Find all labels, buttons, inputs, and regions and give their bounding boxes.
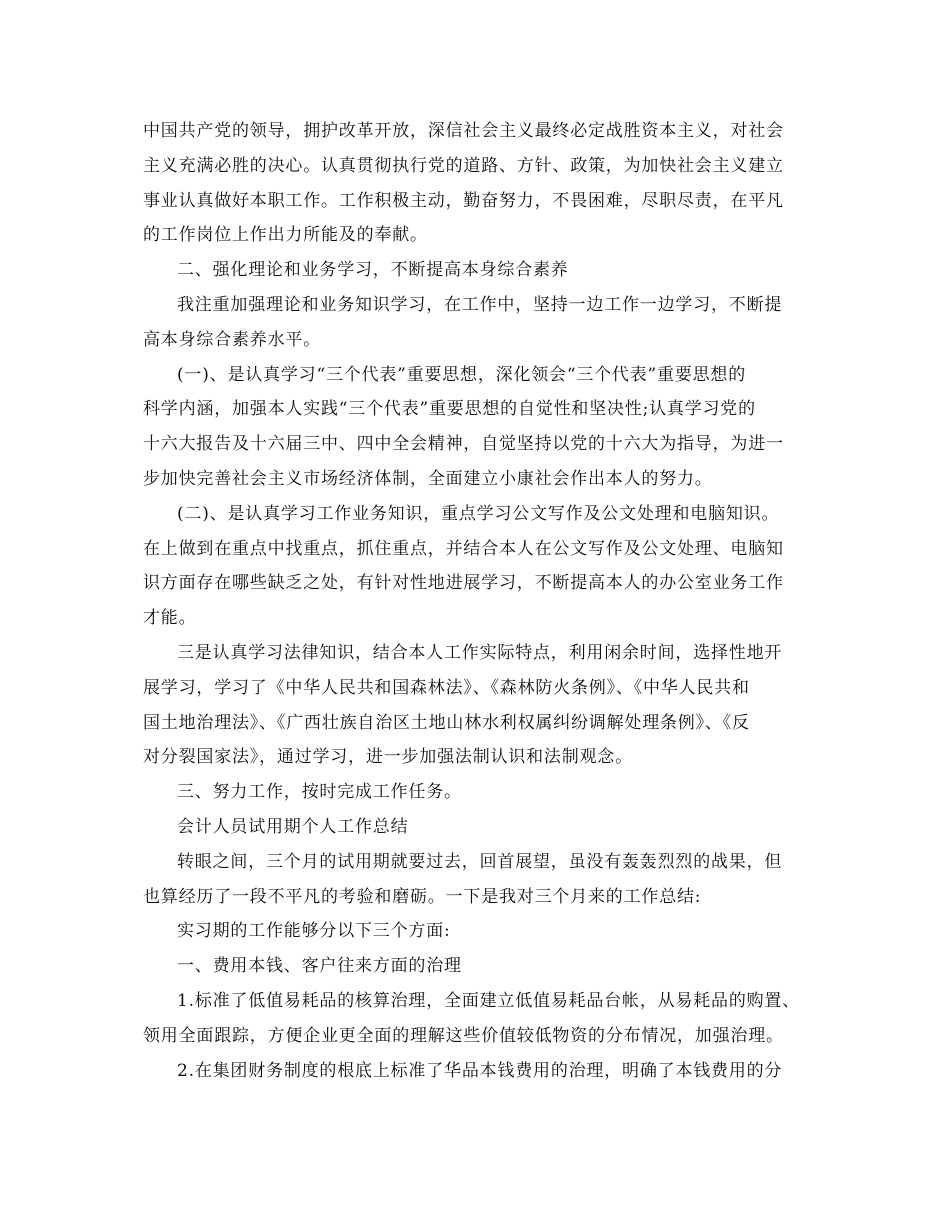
text-line: 才能。 (143, 608, 197, 629)
text-line: (一)、是认真学习“三个代表”重要思想，深化领会“三个代表”重要思想的 (177, 364, 747, 385)
text-line: 的工作岗位上作出力所能及的奉献。 (143, 225, 428, 246)
text-line: 一、费用本钱、客户往来方面的治理 (177, 956, 462, 977)
text-line: 对分裂国家法》，通过学习，进一步加强法制认识和法制观念。 (143, 747, 633, 768)
text-line: 国土地治理法》、《广西壮族自治区土地山林水利权属纠纷调解处理条例》、《反 (143, 712, 750, 733)
text-line: 事业认真做好本职工作。工作积极主动，勤奋努力，不畏困难，尽职尽责，在平凡 (143, 190, 784, 211)
text-line: 三、努力工作，按时完成工作任务。 (177, 782, 462, 803)
text-line: 识方面存在哪些缺乏之处，有针对性地进展学习，不断提高本人的办公室业务工作 (143, 573, 784, 594)
text-line: 领用全面跟踪，方便企业更全面的理解这些价值较低物资的分布情况，加强治理。 (143, 1025, 784, 1046)
text-line: (二)、是认真学习工作业务知识，重点学习公文写作及公文处理和电脑知识。 (177, 503, 780, 524)
text-line: 1.标准了低值易耗品的核算治理，全面建立低值易耗品台帐，从易耗品的购置、 (177, 990, 801, 1011)
text-line: 我注重加强理论和业务知识学习，在工作中，坚持一边工作一边学习，不断提 (177, 294, 783, 315)
text-line: 高本身综合素养水平。 (143, 329, 321, 350)
text-line: 转眼之间，三个月的试用期就要过去，回首展望，虽没有轰轰烈烈的战果，但 (177, 851, 783, 872)
text-line: 主义充满必胜的决心。认真贯彻执行党的道路、方针、政策，为加快社会主义建立 (143, 155, 784, 176)
document-body (143, 114, 813, 1088)
text-line: 科学内涵，加强本人实践“三个代表”重要思想的自觉性和坚决性;认真学习党的 (143, 399, 756, 420)
text-line: 2.在集团财务制度的根底上标准了华品本钱费用的治理，明确了本钱费用的分 (177, 1060, 783, 1081)
text-line: 三是认真学习法律知识，结合本人工作实际特点，利用闲余时间，选择性地开 (177, 642, 783, 663)
text-line: 也算经历了一段不平凡的考验和磨砺。一下是我对三个月来的工作总结: (143, 886, 702, 907)
text-line: 实习期的工作能够分以下三个方面: (177, 921, 451, 942)
text-line: 展学习，学习了《中华人民共和国森林法》、《森林防火条例》、《中华人民共和 (143, 677, 750, 698)
text-line: 二、强化理论和业务学习，不断提高本身综合素养 (177, 260, 569, 281)
text-line: 步加快完善社会主义市场经济体制，全面建立小康社会作出本人的努力。 (143, 468, 713, 489)
text-line: 十六大报告及十六届三中、四中全会精神，自觉坚持以党的十六大为指导，为进一 (143, 434, 784, 455)
text-line: 在上做到在重点中找重点，抓住重点，并结合本人在公文写作及公文处理、电脑知 (143, 538, 784, 559)
text-line: 中国共产党的领导，拥护改革开放，深信社会主义最终必定战胜资本主义，对社会 (143, 121, 784, 141)
text-line: 会计人员试用期个人工作总结 (177, 816, 409, 837)
